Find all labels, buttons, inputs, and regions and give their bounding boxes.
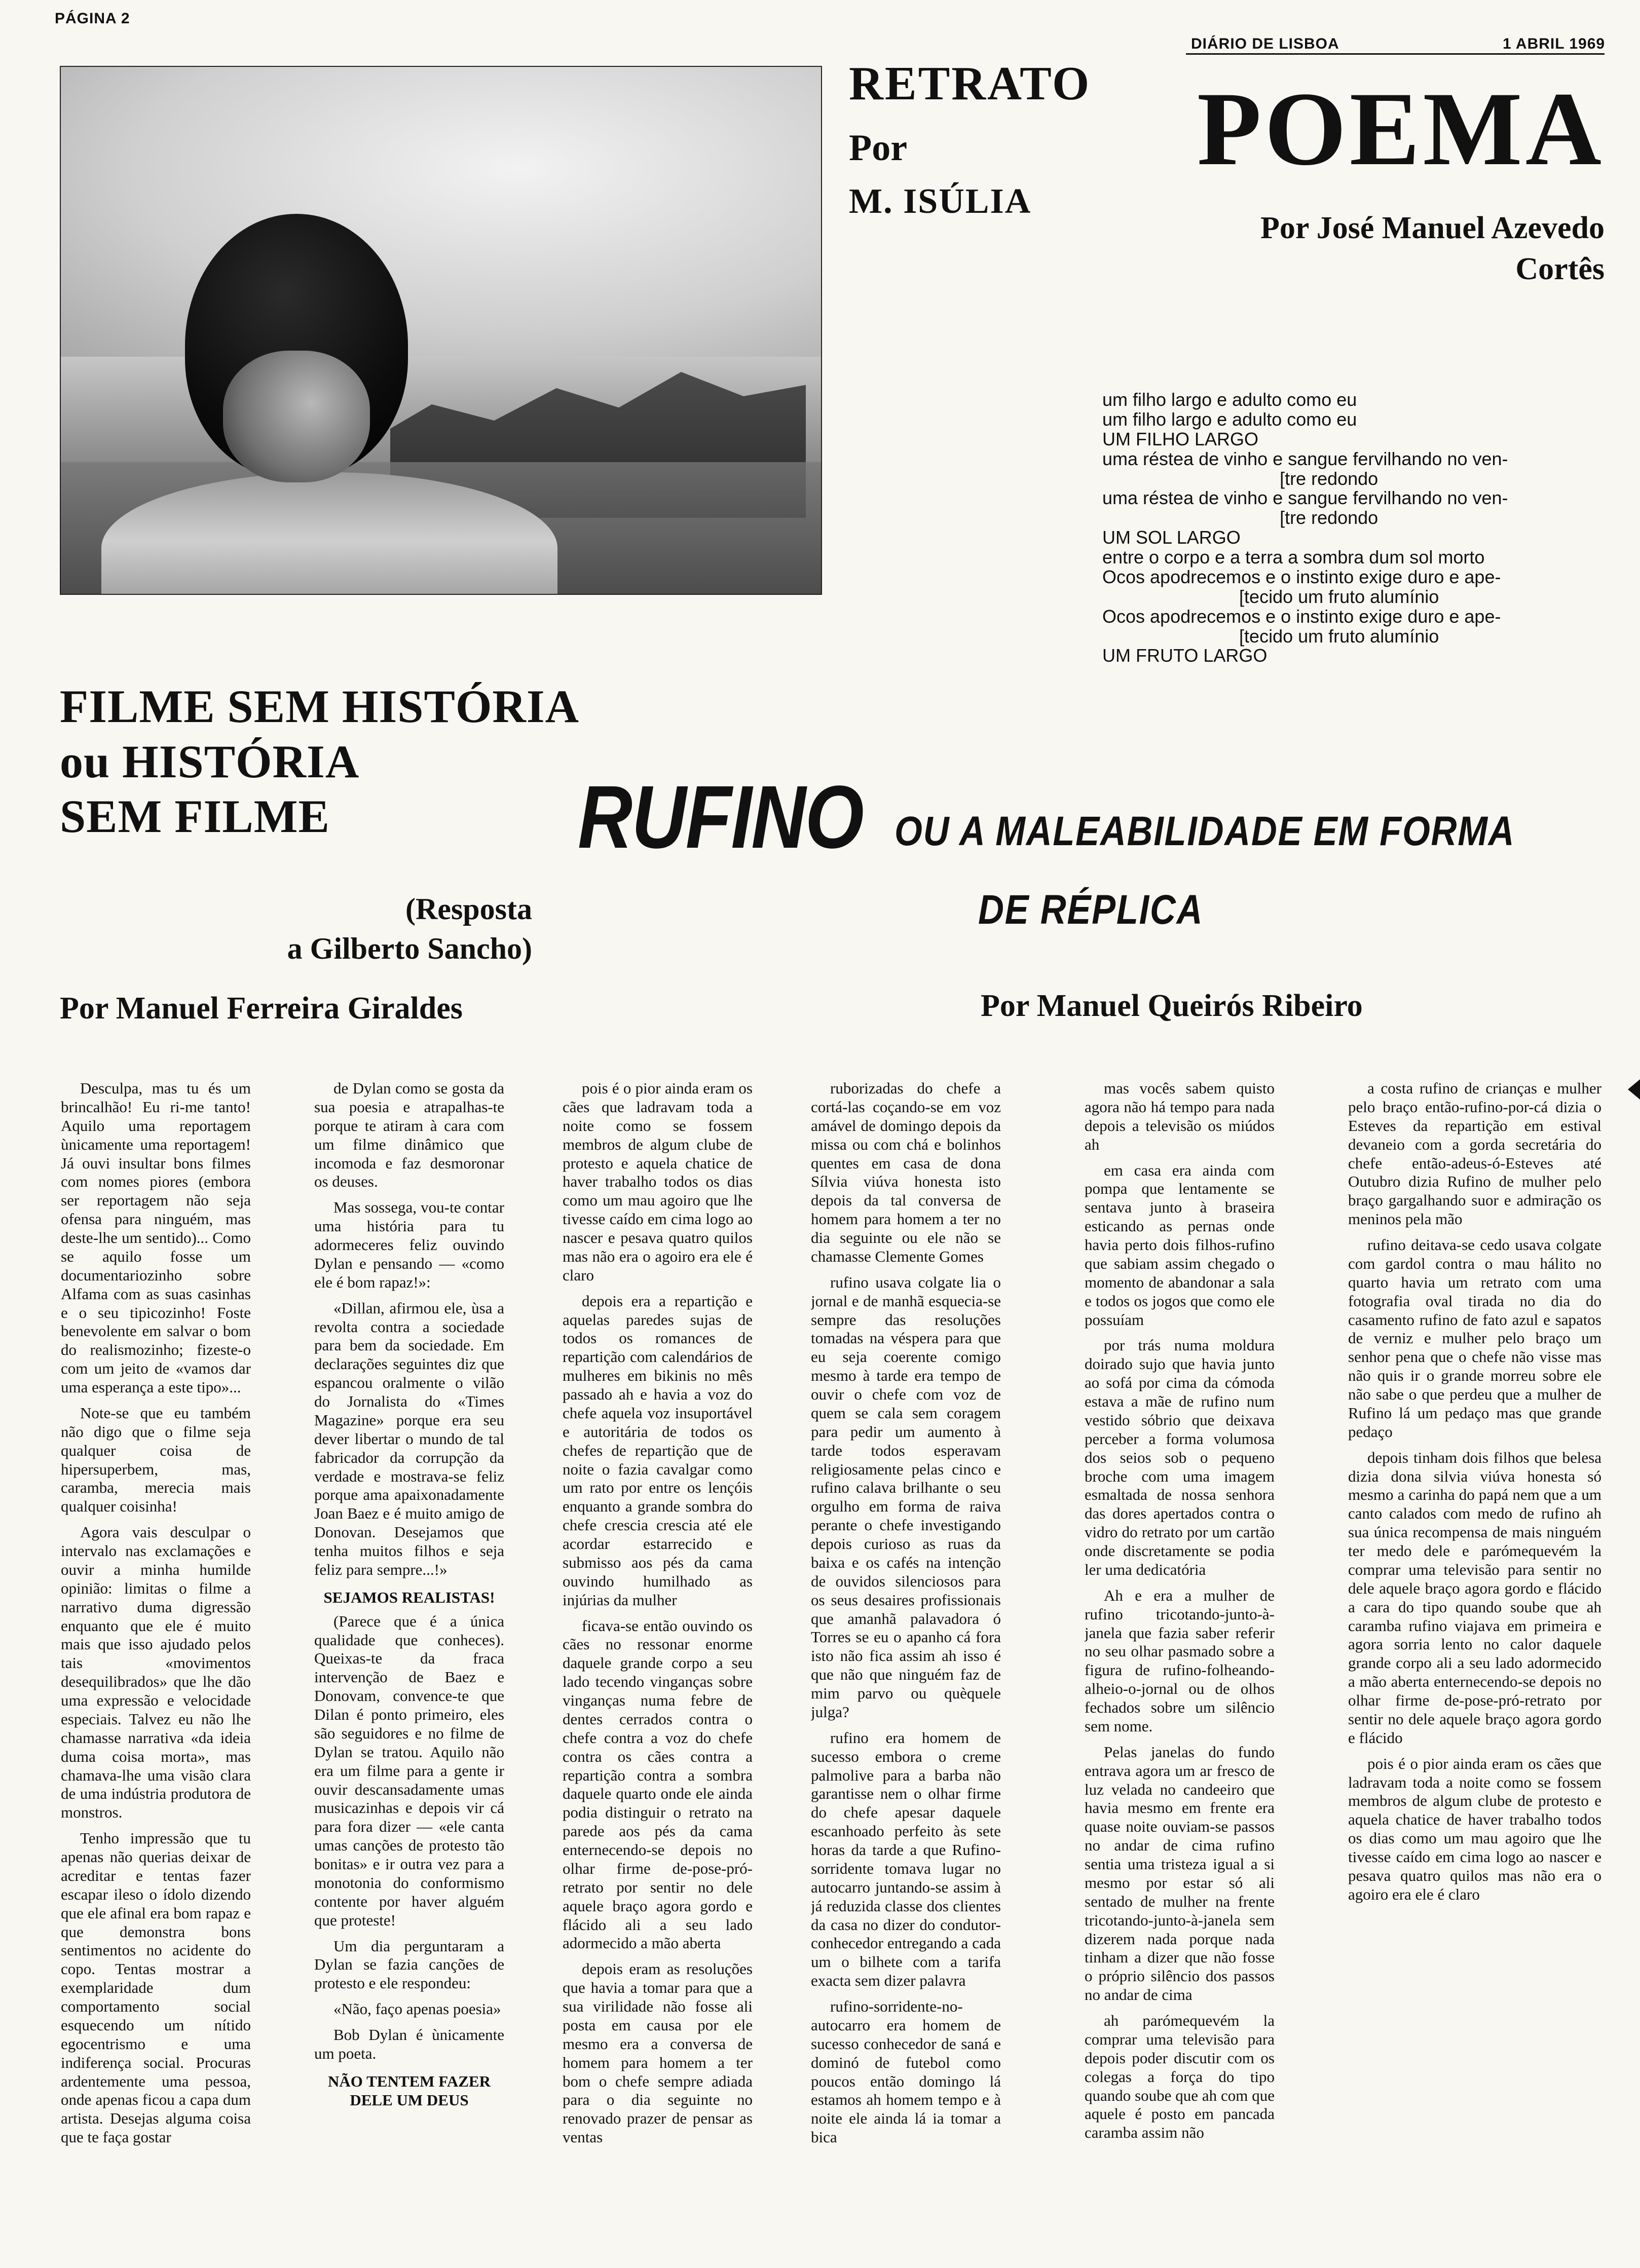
rufino-subtitle-line2: DE RÉPLICA	[978, 887, 1204, 933]
poem-line: [tre redondo	[1102, 468, 1378, 489]
section-heading: NÃO TENTEM FAZER DELE UM DEUS	[328, 2072, 491, 2109]
rufino-subtitle-line1: OU A MALEABILIDADE EM FORMA	[894, 808, 1515, 854]
paragraph: em casa era ainda com pompa que lentamente se sentava junto à braseira esticando as pernas onde havia perto dois filhos-rufino que sabiam assim chegado o momento de abandonar a sala e todos os jogos que como ele possuíam	[1085, 1161, 1275, 1329]
paragraph: a costa rufino de crianças e mulher pelo braço então-rufino-por-cá dizia o Esteves da repartição em estival devaneio com a gorda secretária do chefe então-adeus-ó-Esteves até Outubro dizia Rufino de mulher pelo braço gargalhando suor e admiração os meninos pela mão	[1348, 1079, 1601, 1228]
poem-line: Ocos apodrecemos e o instinto exige duro e ape-	[1102, 606, 1501, 627]
article-column-5	[1085, 1079, 1275, 2255]
paragraph: ruborizadas do chefe a cortá-las coçando-se em voz amável de domingo depois da missa ou com chá e bolinhos quentes em casa de dona Sílvia viúva honesta isto depois da tal conversa de homem para homem a ter no dia seguinte ou ele não se chamasse Clemente Gomes	[811, 1079, 1001, 1265]
newspaper-name: DIÁRIO DE LISBOA	[1191, 35, 1339, 52]
retrato-author: M. ISÚLIA	[849, 182, 1032, 221]
paragraph: rufino usava colgate lia o jornal e de manhã esquecia-se sempre das resoluções tomadas na véspera para que eu seja coerente comigo mesmo à tarde era tempo de ouvir o chefe com voz de quem se cala sem coragem para pedir um aumento à tarde todos esperavam religiosamente pelas cinco e rufino calava brilhante o seu orgulho em forma de raiva perante o chefe investigando depois curioso as ruas da baixa e os cafés na intenção de ouvidos silenciosos para os seus desaires profissionais que amanhã palavadora ó Torres se eu o apanho cá fora isto não fica assim ah isso é que não que ninguém faz de mim parvo ou quèquele julga?	[811, 1273, 1001, 1721]
paragraph: «Não, faço apenas poesia»	[333, 2000, 501, 2018]
article-column-6	[1348, 1079, 1601, 2255]
paragraph: depois eram as resoluções que havia a tomar para que a sua virilidade não fosse ali posta em causa por ele mesmo era a conversa de homem para homem a ter bom o chefe sempre adiada para o dia seguinte no renovado prazer de pensar as ventas	[563, 1960, 753, 2146]
paragraph: de Dylan como se gosta da sua poesia e atrapalhas-te porque te atiram à cara com um filme dinâmico que incomoda e faz desmoronar os deuses.	[314, 1079, 504, 1191]
rufino-byline: Por Manuel Queirós Ribeiro	[981, 989, 1363, 1023]
poema-title: POEMA	[1197, 70, 1605, 187]
paragraph: rufino deitava-se cedo usava colgate com gardol contra o mau hálito no quarto havia um retrato com uma fotografia oval tirada no dia do casamento rufino de fato azul e sapatos de verniz e mulher pelo braço um senhor pena que o chefe não visse mas não quis ir o grande morreu sobre ele não sabe o que perdeu que a mulher de Rufino lá um pedaço mas que grande pedaço	[1348, 1236, 1601, 1441]
paragraph: Mas sossega, vou-te contar uma história para tu adormeceres feliz ouvindo Dylan e pensando — «como ele é bom rapaz!»:	[314, 1198, 504, 1291]
poem-line: um filho largo e adulto como eu	[1102, 408, 1357, 430]
issue-date: 1 ABRIL 1969	[1503, 35, 1606, 52]
paragraph: Desculpa, mas tu és um brincalhão! Eu ri-me tanto! Aquilo uma reportagem ùnicamente uma reportagem! Já ouvi insultar bons filmes com nomes piores (embora ser reportagem não seja ofensa para ninguém, mas deste-lhe um sentido)... Como se aquilo fosse um documentariozinho sobre Alfama com as suas casinhas e o seu tipicozinho! Foste benevolente em salvar o bom do realismozinho; fizeste-o com um jeito de «vamos dar uma esperança a este tipo»...	[61, 1079, 251, 1396]
section-heading: SEJAMOS REALISTAS!	[323, 1588, 495, 1606]
filme-subtitle-line1: (Resposta	[405, 892, 532, 926]
portrait-photo	[60, 66, 822, 595]
filme-byline: Por Manuel Ferreira Giraldes	[60, 991, 463, 1026]
article-column-3	[563, 1079, 753, 2255]
paragraph: rufino-sorridente-no-autocarro era homem de sucesso conhecedor de saná e dominó de futebol como poucos então domingo lá estamos ah homem tempo e à noite ele ainda lá ia tomar a bica	[811, 1997, 1001, 2146]
poem-line: uma réstea de vinho e sangue fervilhando no ven-	[1102, 487, 1508, 509]
poem-line: entre o corpo e a terra a sombra dum sol morto	[1102, 547, 1485, 568]
paragraph: Ah e era a mulher de rufino tricotando-junto-à-janela que fazia saber referir no seu olhar pasmado sobre a figura de rufino-folheando-alheio-o-jornal ou de olhos fechados sobre um silêncio sem nome.	[1085, 1586, 1275, 1735]
filme-headline	[60, 679, 579, 844]
poem-line: uma réstea de vinho e sangue fervilhando no ven-	[1102, 448, 1508, 469]
paragraph: Um dia perguntaram a Dylan se fazia canções de protesto e ele respondeu:	[314, 1937, 504, 1992]
filme-headline-line1: FILME SEM HISTÓRIA	[60, 681, 580, 732]
paragraph: pois é o pior ainda eram os cães que ladravam toda a noite como se fossem membros de algum clube de protesto e aquela chatice de haver trabalho todos os dias como um mau agoiro que lhe tivesse caído em cima logo ao nascer e pesava quatro quilos mas não era o agoiro era ele é claro	[563, 1079, 753, 1284]
poem-line: um filho largo e adulto como eu	[1102, 389, 1357, 410]
page-edge-arrow-icon	[1628, 1079, 1640, 1100]
paragraph: Tenho impressão que tu apenas não querias deixar de acreditar e tentas fazer escapar ileso o ídolo dizendo que ele afinal era bom rapaz e que demonstra bons sentimentos no acidente do copo. Tentas mostrar a exemplaridade dum comportamento social esquecendo um nítido egocentrismo e uma indiferença social. Procuras ardentemente uma pessoa, onde apenas ficou a capa dum artista. Desejas alguma coisa que te faça gostar	[61, 1829, 251, 2146]
header-rule	[1186, 53, 1605, 55]
paragraph: mas vocês sabem quisto agora não há tempo para nada depois a televisão os miúdos ah	[1085, 1079, 1275, 1153]
paragraph: Bob Dylan é ùnicamente um poeta.	[314, 2026, 504, 2062]
filme-subtitle	[238, 889, 532, 968]
paragraph: Note-se que eu também não digo que o filme seja qualquer coisa de hipersuperbem, mas, caramba, merecia mais qualquer coisinha!	[61, 1404, 251, 1516]
paragraph: depois era a repartição e aquelas paredes sujas de todos os romances de repartição com calendários de mulheres em bikinis no mês passado ah e havia a voz do chefe aquela voz insuportável e autoritária de todos os chefes de repartição que de noite o fazia cavalgar como um rato por entre os lençóis enquanto a grande sombra do chefe crescia crescia até ele acordar estarrecido e submisso aos pés da cama ouvindo humilhado as injúrias da mulher	[563, 1292, 753, 1609]
poem-line: [tecido um fruto alumínio	[1102, 625, 1439, 647]
paragraph: Agora vais desculpar o intervalo nas exclamações e ouvir a minha humilde opinião: limitas o filme a narrativo duma digressão enquanto que ele é muito mais que isso ajudado pelos tais «movimentos desequilibrados» que lhe dão uma expressão e velocidade especiais. Talvez eu não lhe chamasse narrativa «da ideia duma coisa morta», mas chamava-lhe uma visão clara de uma indústria produtora de monstros.	[61, 1523, 251, 1822]
paragraph: por trás numa moldura doirado sujo que havia junto ao sofá por cima da cómoda estava a mãe de rufino num vestido sóbrio que deixava perceber a forma volumosa dos seios sob o pequeno broche com uma imagem esmaltada de nossa senhora das dores apertados contra o vidro do retrato por um cartão onde discretamente se podia ler uma dedicatória	[1085, 1336, 1275, 1578]
rufino-headline: RUFINO	[578, 768, 864, 867]
paragraph: depois tinham dois filhos que belesa dizia dona silvia viúva honesta só mesmo a carinha do papá nem que a um canto calados com medo de rufino ah sua única recompensa de mais ninguém ter medo dele e parómequevém la comprar uma televisão para sentir no dele aquele braço agora gordo e flácido a cara do tipo quando soube que ah caramba rufino viajava em primeira e agora sorria lento no calor daquele grande corpo ali a seu lado adormecido a mão aberta enternecendo-se depois no olhar firme de-pose-pró-retrato por sentir no dele aquele braço agora gordo e flácido	[1348, 1448, 1601, 1747]
paragraph: pois é o pior ainda eram os cães que ladravam toda a noite como se fossem membros de algum clube de protesto e aquela chatice de haver trabalho todos os dias como um mau agoiro que lhe tivesse caído em cima logo ao nascer e pesava quatro quilos mas não era o agoiro era ele é claro	[1348, 1754, 1601, 1903]
paragraph: ficava-se então ouvindo os cães no ressonar enorme daquele grande corpo a seu lado tecendo vinganças sobre vinganças numa febre de dentes cerrados contra o chefe contra a voz do chefe contra os cães contra a repartição contra a sombra daquele quarto onde ele ainda podia distinguir o retrato na parede aos pés da cama enternecendo-se depois no olhar firme de-pose-pró-retrato por sentir no dele aquele braço agora gordo e flácido ali a seu lado adormecido a mão aberta	[563, 1616, 753, 1952]
poem-line: [tre redondo	[1102, 507, 1378, 528]
article-column-2	[314, 1079, 504, 2255]
article-column-4	[811, 1079, 1001, 2255]
page-label: PÁGINA 2	[55, 10, 130, 27]
poema-byline-line1: Por José Manuel Azevedo	[1260, 211, 1605, 245]
filme-headline-line2: ou HISTÓRIA	[60, 735, 360, 787]
paragraph: (Parece que é a única qualidade que conheces). Queixas-te da fraca intervenção de Baez e Donovam, convence-te que Dilan é ponto primeiro, eles são seguidores e no filme de Dylan se tratou. Aquilo não era um filme para a gente ir ouvir descansadamente umas musicazinhas e depois vir cá para fora dizer — «ele canta umas canções de protesto tão bonitas» e ir outra vez para a monotonia do conformismo contente por haver alguém que proteste!	[314, 1612, 504, 1929]
poem-line: [tecido um fruto alumínio	[1102, 586, 1439, 607]
retrato-por: Por	[849, 127, 908, 169]
paragraph: «Dillan, afirmou ele, ùsa a revolta contra a sociedade para bem da sociedade. Em declarações seguintes diz que espancou oralmente o vilão do Jornalista do «Times Magazine» porque era seu dever libertar o mundo de tal fabricador da corrupção da verdade e mostrava-se feliz porque ama apaixonadamente Joan Baez e é muito amigo de Donovan. Desejamos que tenha muitos filhos e seja feliz para sempre...!»	[314, 1299, 504, 1578]
filme-subtitle-line2: a Gilberto Sancho)	[287, 932, 532, 965]
paragraph: Pelas janelas do fundo entrava agora um ar fresco de luz velada no candeeiro que havia mesmo em frente era quase noite ouviam-se passos no andar de cima rufino sentia uma tristeza igual a si mesmo por estar só ali sentado de mulher na frente tricotando-junto-à-janela sem dizerem nada porque nada tinham a dizer que não fosse o próprio silêncio dos passos no andar de cima	[1085, 1743, 1275, 2004]
poem-line: Ocos apodrecemos e o instinto exige duro e ape-	[1102, 566, 1501, 587]
poem-text	[1102, 390, 1508, 666]
poem-line: UM FILHO LARGO	[1102, 428, 1259, 449]
retrato-title: RETRATO	[849, 57, 1091, 110]
poem-line: UM FRUTO LARGO	[1102, 645, 1268, 666]
poem-line: UM SOL LARGO	[1102, 527, 1241, 548]
article-column-1	[61, 1079, 251, 2255]
filme-headline-line3: SEM FILME	[60, 790, 330, 843]
paragraph: ah parómequevém la comprar uma televisão para depois poder discutir com os colegas a força do tipo quando soube que ah com que aquele é posto em pancada caramba assim não	[1085, 2012, 1275, 2142]
paragraph: rufino era homem de sucesso embora o creme palmolive para a barba não garantisse nem o olhar firme do chefe apesar daquele escanhoado perfeito às sete horas da tarde a que Rufino-sorridente tomava lugar no autocarro juntando-se assim à já reduzida classe dos clientes da casa no dizer do condutor-conhecedor entregando a cada um o bilhete com a tarifa exacta sem dizer palavra	[811, 1728, 1001, 1990]
poema-byline	[1260, 208, 1605, 289]
poema-byline-line2: Cortês	[1515, 251, 1605, 286]
